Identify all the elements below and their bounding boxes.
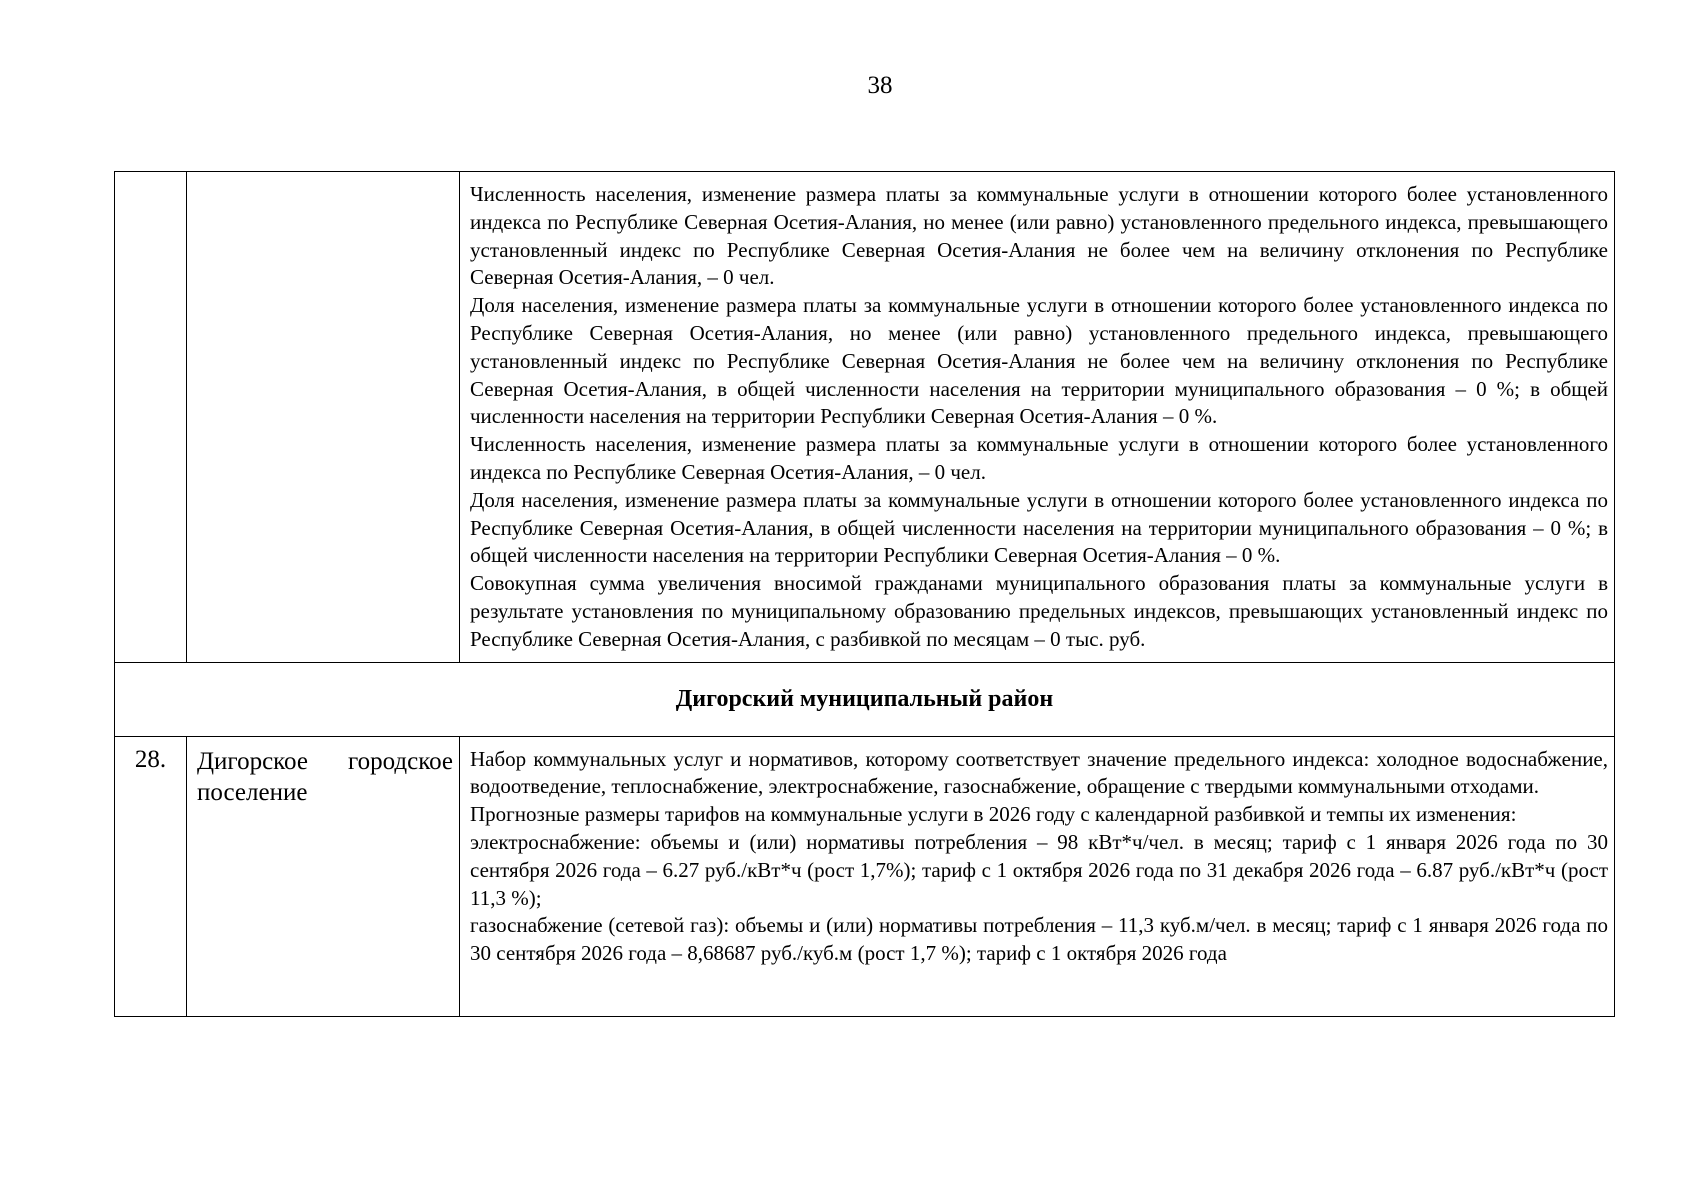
paragraph-gas: газоснабжение (сетевой газ): объемы и (или) нормативы потребления – 11,3 куб.м/чел. в месяц; тариф с 1 января 2026 года по 30 сентября 2026 года – 8,68687 руб./куб.м (рост 1,7 %); тариф с 1 октября 2026 года [470,913,1608,966]
row-content-cell [460,172,1615,663]
table-row-continued [115,172,1615,663]
municipality-name-cell-empty [187,172,460,663]
paragraph-total-payment-increase: Совокупная сумма увеличения вносимой гражданами муниципального образования платы за коммунальные услуги в результате установления по муниципальному образованию предельных индексов, превышающих установленный индекс по Республике Северная Осетия-Алания, с разбивкой по месяцам – 0 тыс. руб. [470,571,1608,651]
municipality-name-line-2: поселение [197,778,308,806]
row-content-clip [470,746,1608,1016]
paragraph-service-set: Набор коммунальных услуг и нормативов, которому соответствует значение предельного индекса: холодное водоснабжение, водоотведение, теплоснабжение, электроснабжение, газоснабжение, обращение с твердыми коммунальными отходами. [470,746,1608,799]
paragraph-electricity: электроснабжение: объемы и (или) нормативы потребления – 98 кВт*ч/чел. в месяц; тариф с 1 января 2026 года по 30 сентября 2026 года – 6.27 руб./кВт*ч (рост 1,7%); тариф с 1 октября 2026 года по 31 декабря 2026 года – 6.87 руб./кВт*ч (рост 11,3 %); [470,829,1608,910]
section-header-row [115,662,1615,736]
paragraph-population-count-above-index: Численность населения, изменение размера платы за коммунальные услуги в отношении которого более установленного индекса по Республике Северная Осетия-Алания, – 0 чел. [470,432,1608,484]
municipality-name [187,736,460,1016]
row-number: 28. [115,736,187,1016]
row-number-cell-empty [115,172,187,663]
municipality-name-line-1: Дигорское городское [197,747,453,775]
table-row [115,736,1615,1016]
paragraph-tariff-forecast: Прогнозные размеры тарифов на коммунальные услуги в 2026 году с календарной разбивкой и темпы их изменения: [470,802,1517,827]
indices-table [114,171,1615,1017]
paragraph-population-count-within-limit: Численность населения, изменение размера платы за коммунальные услуги в отношении которого более установленного индекса по Республике Северная Осетия-Алания, но менее (или равно) установленного предельного индекса, превышающего установленный индекс по Республике Северная Осетия-Алания не более чем на величину отклонения по Республике Северная Осетия-Алания, – 0 чел. [470,182,1608,290]
row-content-cell [460,736,1615,1016]
page-number: 38 [867,72,893,99]
paragraph-population-share-within-limit: Доля населения, изменение размера платы за коммунальные услуги в отношении которого более установленного индекса по Республике Северная Осетия-Алания, но менее (или равно) установленного предельного индекса, превышающего установленный индекс по Республике Северная Осетия-Алания не более чем на величину отклонения по Республике Северная Осетия-Алания, в общей численности населения на территории муниципального образования – 0 %; в общей численности населения на территории Республики Северная Осетия-Алания – 0 %. [470,293,1608,429]
paragraph-population-share-above-index: Доля населения, изменение размера платы за коммунальные услуги в отношении которого более установленного индекса по Республике Северная Осетия-Алания, в общей численности населения на территории муниципального образования – 0 %; в общей численности населения на территории Республики Северная Осетия-Алания – 0 %. [470,487,1608,568]
section-title: Дигорский муниципальный район [115,662,1615,736]
